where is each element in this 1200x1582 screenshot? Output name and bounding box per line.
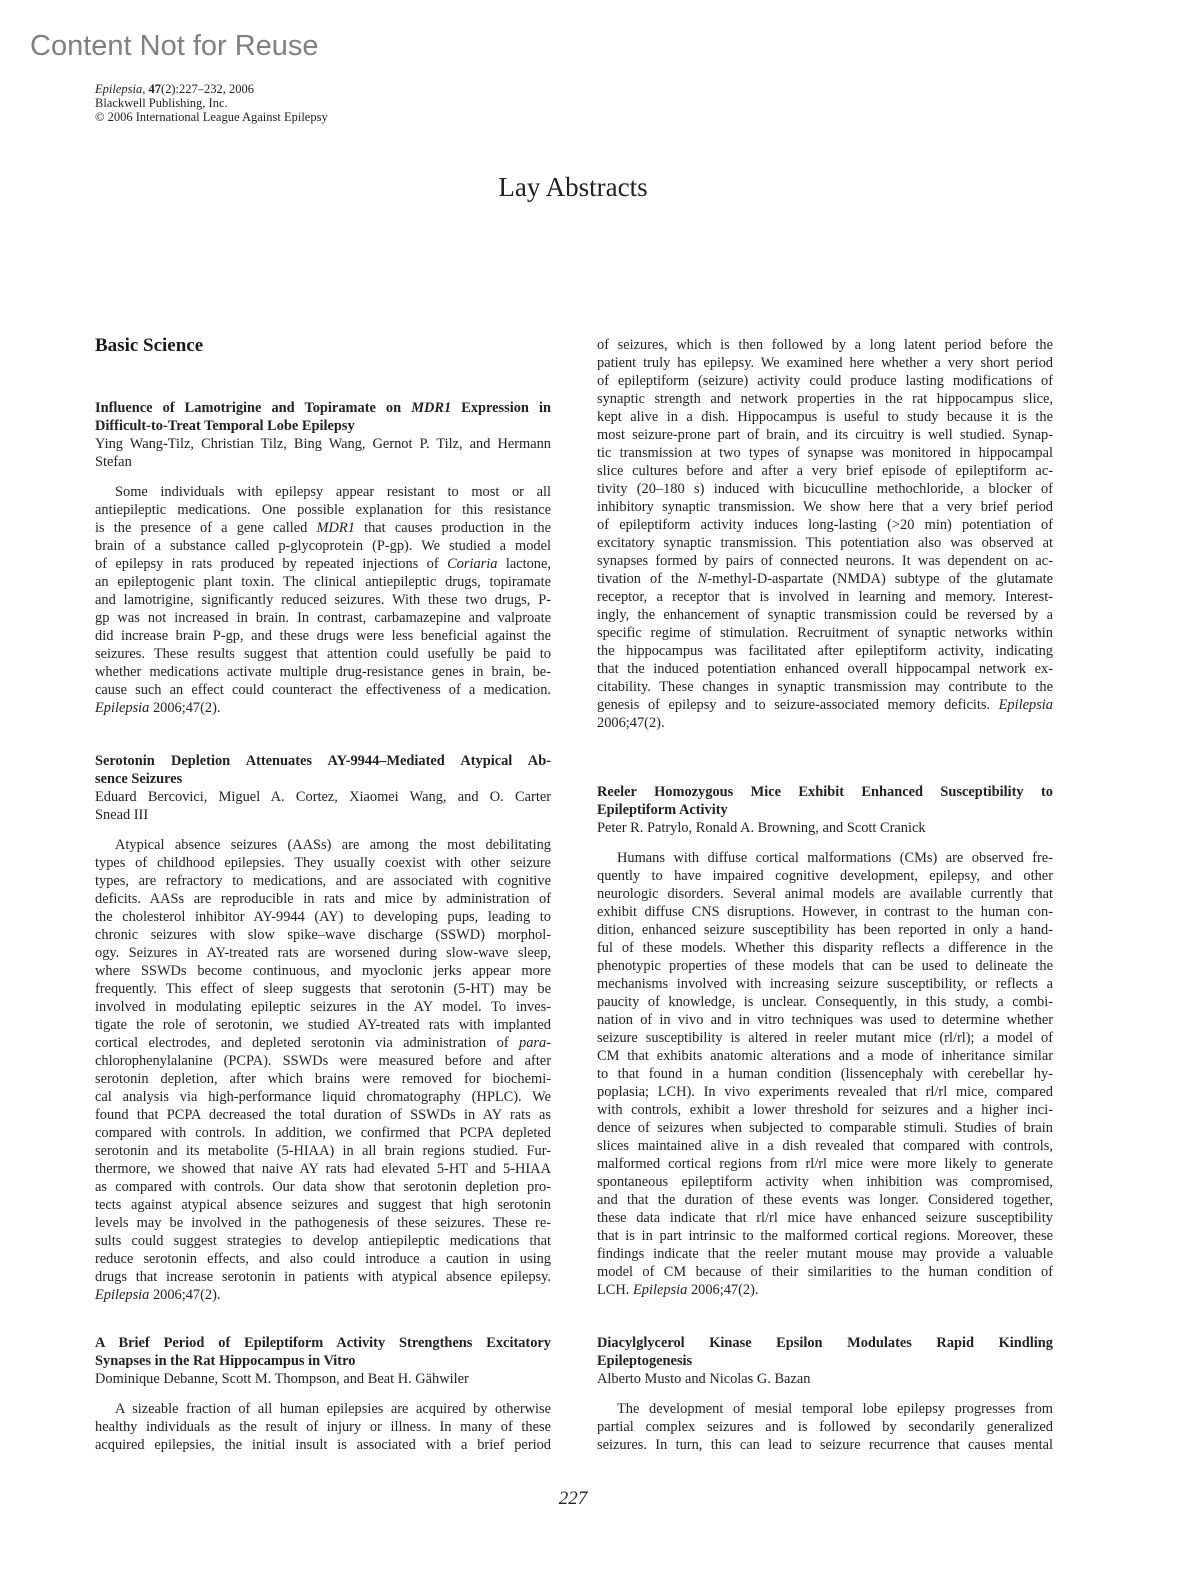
page-number: 227 [558,1488,588,1509]
abstract-body-line: phenotypic properties of these models that can be used to delineate the [597,958,1053,974]
abstract-3-continued [597,336,1053,732]
abstract-body-line: most seizure-prone part of brain, and its circuitry is well studied. Synap- [597,427,1053,443]
abstract-title-line: Epileptiform Activity [597,802,728,818]
abstract-body-line: sults could suggest strategies to develop antiepileptic medications that [95,1233,551,1249]
abstract-body-line: tic transmission at two types of synapse was monitored in hippocampal [597,445,1053,461]
abstract-body-line: that is in part intrinsic to the malformed cortical regions. Moreover, these [597,1228,1053,1244]
abstract-body-line: compared with controls. In addition, we confirmed that PCPA depleted [95,1125,551,1141]
abstract-body-line: LCH. Epilepsia 2006;47(2). [597,1282,759,1298]
abstract-body-line: Epilepsia 2006;47(2). [95,700,221,716]
abstract-2 [95,752,551,1304]
abstract-body-line: as compared with controls. Our data show that serotonin depletion pro- [95,1179,551,1195]
abstract-body-line: synapses formed by pairs of connected neurons. It was dependent on ac- [597,553,1053,569]
abstract-body-line: seizure susceptibility is altered in reeler mutant mice (rl/rl); a model of [597,1030,1053,1046]
abstract-body-line: and lamotrigine, significantly reduced seizures. With these two drugs, P- [95,592,551,608]
abstract-body-line: an epileptogenic plant toxin. The clinical antiepileptic drugs, topiramate [95,574,551,590]
abstract-title-line: Difficult-to-Treat Temporal Lobe Epilepsy [95,418,355,434]
abstract-title-line: Epileptogenesis [597,1353,693,1369]
abstract-authors-line: Eduard Bercovici, Miguel A. Cortez, Xiaomei Wang, and O. Carter [95,789,551,805]
abstract-body-line: tects against atypical absence seizures and suggest that high serotonin [95,1197,551,1213]
abstract-body-line: of epilepsy in rats produced by repeated injections of Coriaria lactone, [95,556,551,572]
abstract-body-line: synaptic strength and network properties in the rat hippocampus slice, [597,391,1053,407]
journal-publisher: Blackwell Publishing, Inc. [95,96,228,110]
abstract-body-line: brain of a substance called p-glycoprotein (P-gp). We studied a model [95,538,551,554]
abstract-body-line: cortical electrodes, and depleted serotonin via administration of para- [95,1035,551,1051]
abstract-authors-line: Alberto Musto and Nicolas G. Bazan [597,1371,811,1387]
watermark: Content Not for Reuse [30,30,319,62]
abstract-body-line: frequently. This effect of sleep suggests that serotonin (5-HT) may be [95,981,551,997]
abstract-body-line: reduce serotonin effects, and also could introduce a caution in using [95,1251,551,1267]
abstract-body-line: neurologic disorders. Several animal models are available currently that [597,886,1053,902]
abstract-body-line: of epileptiform activity induces long-lasting (>20 min) potentiation of [597,517,1053,533]
abstract-body-line: thermore, we showed that naive AY rats had elevated 5-HT and 5-HIAA [95,1161,551,1177]
abstract-body-line: is the presence of a gene called MDR1 that causes production in the [95,520,551,536]
abstract-body-line: Humans with diffuse cortical malformations (CMs) are observed fre- [617,850,1053,866]
abstract-title-line: Diacylglycerol Kinase Epsilon Modulates Rapid Kindling [597,1335,1053,1351]
abstract-body-line: healthy individuals as the result of injury or illness. In many of these [95,1419,551,1435]
abstract-body-line: malformed cortical regions from rl/rl mice were more likely to generate [597,1156,1053,1172]
journal-copyright: © 2006 International League Against Epilepsy [95,110,328,124]
spacer [95,824,551,836]
abstract-body-line: mechanisms involved with increasing seizure susceptibility, or reflects a [597,976,1053,992]
abstract-authors-line: Ying Wang-Tilz, Christian Tilz, Bing Wang, Gernot P. Tilz, and Hermann [95,436,551,452]
abstract-body-line: inhibitory synaptic transmission. We show here that a very brief period [597,499,1053,515]
abstract-body-line: findings indicate that the reeler mutant mouse may provide a valuable [597,1246,1053,1262]
abstract-body-line: 2006;47(2). [597,715,665,731]
abstract-body-line: did increase brain P-gp, and these drugs were less beneficial against the [95,628,551,644]
abstract-body-line: types of childhood epilepsies. They usually coexist with other seizure [95,855,551,871]
abstract-body-line: Atypical absence seizures (AASs) are among the most debilitating [115,837,551,853]
abstract-body-line: ogy. Seizures in AY-treated rats are worsened during slow-wave sleep, [95,945,551,961]
abstract-body-line: ful of these models. Whether this disparity reflects a difference in the [597,940,1053,956]
abstract-body-line: gp was not increased in brain. In contrast, carbamazepine and valproate [95,610,551,626]
spacer [597,837,1053,849]
abstract-body-line: chlorophenylalanine (PCPA). SSWDs were measured before and after [95,1053,551,1069]
abstract-body-line: slice cultures before and after a very brief episode of epileptiform ac- [597,463,1053,479]
abstract-body-line: seizures. In turn, this can lead to seizure recurrence that causes mental [597,1437,1053,1453]
abstract-body-line: model of CM because of their similarities to the human condition of [597,1264,1053,1280]
abstract-body-line: serotonin depletion, after which brains were removed for biochemi- [95,1071,551,1087]
abstract-body-line: the cholesterol inhibitor AY-9944 (AY) to developing pups, leading to [95,909,551,925]
abstract-title-line: Synapses in the Rat Hippocampus in Vitro [95,1353,356,1369]
abstract-body-line: antiepileptic medications. One possible explanation for this resistance [95,502,551,518]
abstract-body-line: dence of seizures when subjected to comparable stimuli. Studies of brain [597,1120,1053,1136]
abstract-body-line: seizures. These results suggest that attention could usefully be paid to [95,646,551,662]
abstract-3 [95,1334,551,1454]
spacer [597,1388,1053,1400]
spacer [95,471,551,483]
abstract-body-line: The development of mesial temporal lobe epilepsy progresses from [617,1401,1053,1417]
abstract-body-line: these data indicate that rl/rl mice have enhanced seizure susceptibility [597,1210,1053,1226]
abstract-title-line: Reeler Homozygous Mice Exhibit Enhanced Susceptibility to [597,784,1053,800]
abstract-body-line: the hippocampus was facilitated after epileptiform activity, indicating [597,643,1053,659]
abstract-body-line: deficits. AASs are reproducible in rats and mice by administration of [95,891,551,907]
abstract-body-line: Some individuals with epilepsy appear resistant to most or all [115,484,551,500]
abstract-body-line: ingly, the enhancement of synaptic transmission could be reversed by a [597,607,1053,623]
page-title: Lay Abstracts [498,172,648,202]
abstract-body-line: genesis of epilepsy and to seizure-associated memory deficits. Epilepsia [597,697,1053,713]
abstract-body-line: to that found in a human condition (lissencephaly with cerebellar hy- [597,1066,1053,1082]
abstract-authors-line: Stefan [95,454,132,470]
abstract-body-line: acquired epilepsies, the initial insult is associated with a brief period [95,1437,551,1453]
abstract-body-line: receptor, a receptor that is involved in learning and memory. Interest- [597,589,1053,605]
abstract-body-line: A sizeable fraction of all human epilepsies are acquired by otherwise [115,1401,551,1417]
abstract-body-line: tivity (20–180 s) induced with bicuculline methochloride, a blocker of [597,481,1053,497]
abstract-body-line: involved in modulating epileptic seizures in the AY model. To inves- [95,999,551,1015]
abstract-body-line: Epilepsia 2006;47(2). [95,1287,221,1303]
abstract-body-line: kept alive in a dish. Hippocampus is useful to study because it is the [597,409,1053,425]
abstract-body-line: dition, enhanced seizure susceptibility has been reported in only a hand- [597,922,1053,938]
abstract-body-line: of seizures, which is then followed by a long latent period before the [597,337,1053,353]
abstract-body-line: patient truly has epilepsy. We examined here whether a very short period [597,355,1053,371]
abstract-body-line: slices maintained alive in a dish revealed that compared with controls, [597,1138,1053,1154]
abstract-title-line: sence Seizures [95,771,183,787]
abstract-body-line: partial complex seizures and is followed by secondarily generalized [597,1419,1053,1435]
abstract-body-line: spontaneous epileptiform activity when inhibition was compromised, [597,1174,1053,1190]
abstract-1 [95,399,551,717]
abstract-body-line: of epileptiform (seizure) activity could produce lasting modifications of [597,373,1053,389]
journal-citation: Epilepsia, 47(2):227–232, 2006 [95,82,255,96]
abstract-body-line: cal analysis via high-performance liquid chromatography (HPLC). We [95,1089,551,1105]
abstract-body-line: where SSWDs become continuous, and myoclonic jerks appear more [95,963,551,979]
abstract-body-line: specific regime of stimulation. Recruitment of synaptic networks within [597,625,1053,641]
section-heading: Basic Science [95,335,204,356]
abstract-title-line: A Brief Period of Epileptiform Activity Strengthens Excitatory [95,1335,551,1351]
abstract-body-line: found that PCPA decreased the total duration of SSWDs in AY rats as [95,1107,551,1123]
abstract-body-line: cause such an effect could counteract the effectiveness of a medication. [95,682,551,698]
spacer [95,1388,551,1400]
abstract-authors-line: Dominique Debanne, Scott M. Thompson, and Beat H. Gähwiler [95,1371,469,1387]
abstract-body-line: exhibit diffuse CNS disruptions. However, in contrast to the human con- [597,904,1053,920]
abstract-body-line: paucity of knowledge, is unclear. Consequently, in this study, a combi- [597,994,1053,1010]
abstract-body-line: CM that exhibits anatomic alterations and a mode of inheritance similar [597,1048,1053,1064]
abstract-5 [597,1334,1053,1454]
abstract-title-line: Serotonin Depletion Attenuates AY-9944–Mediated Atypical Ab- [95,753,551,769]
abstract-body-line: excitatory synaptic transmission. This potentiation also was observed at [597,535,1053,551]
abstract-body-line: poplasia; LCH). In vivo experiments revealed that rl/rl mice, compared [597,1084,1053,1100]
abstract-body-line: chronic seizures with slow spike–wave discharge (SSWD) morphol- [95,927,551,943]
abstract-body-line: whether medications activate multiple drug-resistance genes in brain, be- [95,664,551,680]
abstract-body-line: quently to have impaired cognitive development, epilepsy, and other [597,868,1053,884]
abstract-authors-line: Peter R. Patrylo, Ronald A. Browning, and Scott Cranick [597,820,926,836]
abstract-title-line: Influence of Lamotrigine and Topiramate on MDR1 Expression in [95,400,551,416]
abstract-body-line: types, are refractory to medications, and are associated with cognitive [95,873,551,889]
abstract-body-line: with controls, exhibit a lower threshold for seizures and a higher inci- [597,1102,1053,1118]
abstract-4 [597,783,1053,1299]
abstract-body-line: drugs that increase serotonin in patients with atypical absence epilepsy. [95,1269,551,1285]
abstract-body-line: citability. These changes in synaptic transmission may contribute to the [597,679,1053,695]
abstract-body-line: that the induced potentiation enhanced overall hippocampal network ex- [597,661,1053,677]
abstract-body-line: tigate the role of serotonin, we studied AY-treated rats with implanted [95,1017,551,1033]
abstract-body-line: tivation of the N-methyl-D-aspartate (NMDA) subtype of the glutamate [597,571,1053,587]
abstract-body-line: nation of in vivo and in vitro techniques was used to determine whether [597,1012,1053,1028]
abstract-body-line: and that the duration of these events was longer. Considered together, [597,1192,1053,1208]
abstract-body-line: levels may be involved in the pathogenesis of these seizures. These re- [95,1215,551,1231]
abstract-authors-line: Snead III [95,807,149,823]
journal-info [95,82,328,124]
abstract-body-line: serotonin and its metabolite (5-HIAA) in all brain regions studied. Fur- [95,1143,551,1159]
